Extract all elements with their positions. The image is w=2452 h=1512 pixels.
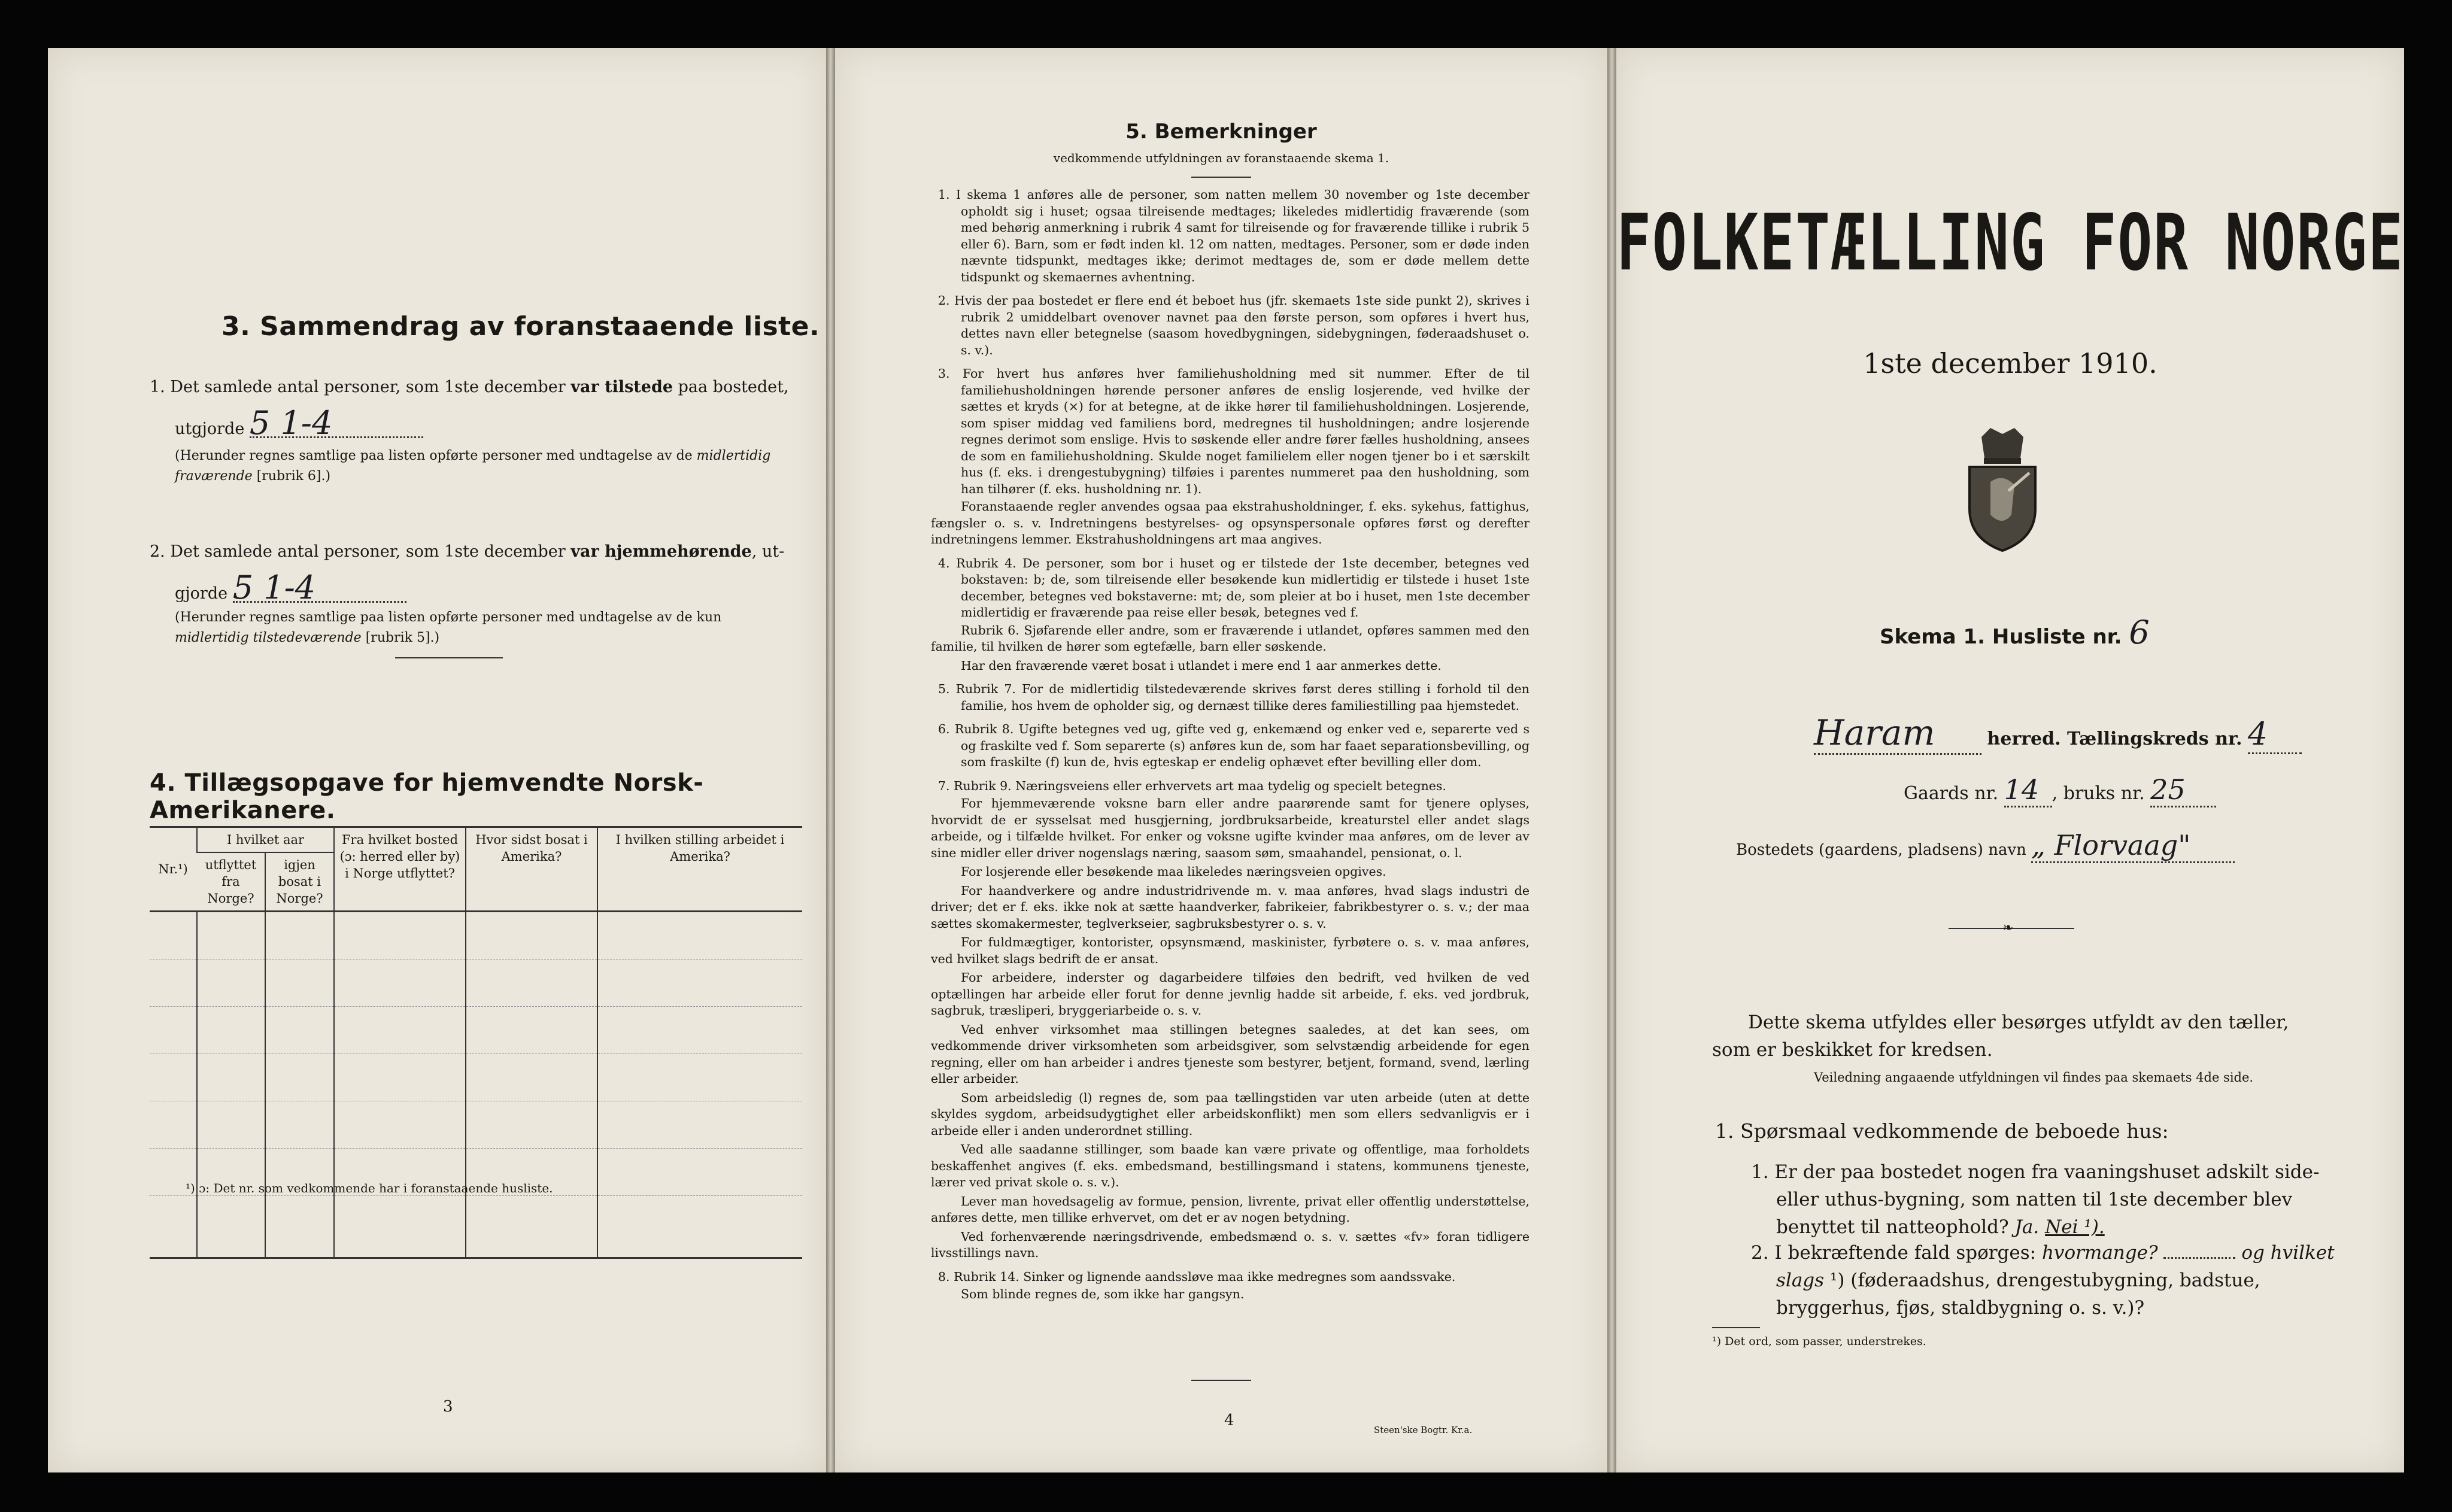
remark-7k: Ved forhenværende næringsdrivende, embedsmænd o. s. v. sættes «fv» foran tidligere livsstillings navn. xyxy=(931,1229,1530,1260)
remark-7d: For haandverkere og andre industridrivende m. v. maa anføres, hvad slags industri de driver; det er f. eks. ikke nok at sætte haandverker, fabrikeier, fabrikbestyrer o. s. v.; der maa sættes skomakermester, teglverkseier, sagbruksbestyrer o. s. v. xyxy=(931,883,1530,931)
page-number: 3 xyxy=(443,1398,453,1416)
section-divider xyxy=(395,657,503,658)
remark-8: 8. Rubrik 14. Sinker og lignende aandssløve maa ikke medregnes som aandssvake. xyxy=(938,1269,1456,1284)
document-title: FOLKETÆLLING FOR NORGE xyxy=(1616,198,2404,289)
bruks-number: 25 xyxy=(2150,773,2216,807)
answer-nei-underlined: Nei ¹). xyxy=(2045,1216,2105,1238)
item-1-handwritten-value: 5 1-4 xyxy=(250,410,423,438)
page-fold xyxy=(1607,48,1616,1472)
section-4-title: 4. Tillægsopgave for hjemvendte Norsk-Amerikanere. xyxy=(150,769,704,824)
page-number: 4 xyxy=(1224,1411,1234,1429)
remark-8b: Som blinde regnes de, som ikke har gangsyn. xyxy=(961,1287,1245,1301)
section-3-item-2-note: (Herunder regnes samtlige paa listen opførte personer med undtagelse av de kun midlertidig tilstedeværende [rubrik 5].) xyxy=(175,610,722,645)
question-1-title: 1. Spørsmaal vedkommende de beboede hus: xyxy=(1715,1119,2169,1143)
section-3-item-2-line2: gjorde 5 1-4 xyxy=(175,575,797,607)
herred-line: Haram herred. Tællingskreds nr. 4 xyxy=(1814,712,2389,755)
remark-1: 1. I skema 1 anføres alle de personer, som natten mellem 30 november og 1ste december opholdt sig i huset; ogsaa tilreisende medtages; likeledes midlertidig fraværende (som med behørig anmerkning i rubrik 4 samt for tilreisende og for fraværende tillike i rubrik 5 eller 6). Barn, som er født inden kl. 12 om natten, medtages. Personer, som er døde inden nævnte tidspunkt, medtages ikke; derimot medtages de, som er døde mellem dette tidspunkt og skemaernes avhentning. xyxy=(938,187,1530,284)
title-rule xyxy=(1191,177,1251,178)
remark-5: 5. Rubrik 7. For de midlertidig tilstedeværende skrives først deres stilling i forhold til den familie, hos hvem de opholder sig, og dernæst tillike deres familiestilling paa hjemstedet. xyxy=(938,682,1530,713)
table-row xyxy=(150,960,802,1007)
remarks-title: 5. Bemerkninger xyxy=(1125,120,1317,144)
section-4-footnote: ¹) ɔ: Det nr. som vedkommende har i foranstaaende husliste. xyxy=(186,1181,553,1195)
remark-3: 3. For hvert hus anføres hver familiehusholdning med sit nummer. Efter de til familiehusholdningen hørende personer anføres de enslig losjerende, ved hvilke der sættes et kryds (×) for at betegne, at de ikke hører til familiehusholdningen. Losjerende, som spiser middag ved familiens bord, medregnes til husholdningen; andre losjerende regnes derimot som enslige. Hvis to søskende eller andre fører fælles husholdning, ansees de som en familiehusholdning. Skulde noget familielem eller nogen tjener bo i et særskilt hus (f. eks. i drengestubygning) tilføies i parentes nummeret paa den husholdning, som han tilhører (f. eks. husholdning nr. 1). xyxy=(938,366,1530,496)
remarks-body xyxy=(931,187,1530,1305)
question-1-2: 2. I bekræftende fald spørges: hvormange? og hvilket slags ¹) (føderaadshus, drengestubygning, badstue, bryggerhus, fjøs, staldbygning o. s. v.)? xyxy=(1751,1242,2335,1319)
remark-3b: Foranstaaende regler anvendes ogsaa paa ekstrahusholdninger, f. eks. sykehus, fattighus, fængsler o. s. v. Indretningens bestyrelses- og opsynspersonale opføres først og derefter indretningens lemmer. Ekstrahusholdningens art maa angives. xyxy=(931,499,1530,546)
printer-mark: Steen'ske Bogtr. Kr.a. xyxy=(1374,1425,1473,1435)
remark-7j: Lever man hovedsagelig av formue, pension, livrente, privat eller offentlig understøttelse, anføres dette, men tillike erhvervet, om det er av nogen betydning. xyxy=(931,1194,1530,1225)
remark-7e: For fuldmægtiger, kontorister, opsynsmænd, maskinister, fyrbøtere o. s. v. maa anføres, ved hvilket slags bedrift de er ansat. xyxy=(931,935,1530,966)
intro-text: Dette skema utfyldes eller besørges utfyldt av den tæller, som er beskikket for kredsen. xyxy=(1712,1012,2289,1061)
remark-7h: Som arbeidsledig (l) regnes de, som paa tællingstiden var uten arbeide (uten at dette skyldes sygdom, arbeidsudygtighet eller arbeidskonflikt) men som ellers sedvanligvis er i arbeide eller i anden underordnet stilling. xyxy=(931,1090,1530,1138)
end-rule xyxy=(1191,1380,1251,1381)
title-wrap xyxy=(1616,198,2404,289)
remark-4b: Rubrik 6. Sjøfarende eller andre, som er fraværende i utlandet, opføres sammen med den familie, til hvilken de hører som egtefælle, barn eller søskende. xyxy=(931,623,1530,654)
bosted-value: „ Florvaag" xyxy=(2031,829,2235,863)
col-group-aar: I hvilket aar xyxy=(197,827,334,853)
remark-4: 4. Rubrik 4. De personer, som bor i huset og er tilstede der 1ste december, betegnes ved bokstaven: b; de, som tilreisende eller besøkende kun midlertidig er tilstede i huset 1ste december, betegnes ved bokstaverne: mt; de, som pleier at bo i huset, men 1ste december midlertidig er fraværende paa reise eller besøk, betegnes ved f. xyxy=(938,555,1530,620)
remarks-subtitle: vedkommende utfyldningen av foranstaaende skema 1. xyxy=(1053,151,1389,165)
right-footnote: ¹) Det ord, som passer, understrekes. xyxy=(1712,1335,1926,1348)
section-3-item-1-line2: utgjorde 5 1-4 xyxy=(175,410,797,442)
remark-2: 2. Hvis der paa bostedet er flere end ét beboet hus (jfr. skemaets 1ste side punkt 2), skrives i rubrik 2 umiddelbart ovenover navnet paa den første person, som opføres i hvert hus, dettes navn eller betegnelse (saasom hovedbygningen, sidebygningen, føderaadshuset o. s. v.). xyxy=(938,293,1530,357)
census-date: 1ste december 1910. xyxy=(1863,347,2157,379)
page-fold xyxy=(826,48,835,1472)
guide-text: Veiledning angaaende utfyldningen vil findes paa skemaets 4de side. xyxy=(1814,1070,2254,1085)
table-row xyxy=(150,1007,802,1054)
col-igjen: igjen bosat i Norge? xyxy=(265,852,334,912)
husliste-number: 6 xyxy=(2129,614,2150,651)
bosted-line: Bostedets (gaardens, pladsens) navn „ Florvaag" xyxy=(1736,829,2335,863)
table-row xyxy=(150,1101,802,1149)
table-row xyxy=(150,912,802,960)
page-3 xyxy=(48,48,826,1472)
col-utflyttet: utflyttet fra Norge? xyxy=(205,858,257,906)
col-nr: Nr.¹) xyxy=(158,862,188,876)
remark-7c: For losjerende eller besøkende maa likeledes næringsveien opgives. xyxy=(961,864,1386,879)
page-4 xyxy=(835,48,1607,1472)
section-3-item-1: 1. Det samlede antal personer, som 1ste december var tilstede paa bostedet, xyxy=(150,378,789,396)
col-hvor: Hvor sidst bosat i Amerika? xyxy=(466,827,597,912)
page-1-cover xyxy=(1616,48,2404,1472)
gaards-line: Gaards nr. 14 , bruks nr. 25 xyxy=(1904,773,2216,807)
norway-coat-of-arms-icon xyxy=(1958,425,2047,557)
remark-4c: Har den fraværende været bosat i utlandet i mere end 1 aar anmerkes dette. xyxy=(961,658,1442,673)
col-stilling: I hvilken stilling arbeidet i Amerika? xyxy=(597,827,802,912)
remark-7i: Ved alle saadanne stillinger, som baade kan være private og offentlige, maa forholdets beskaffenhet angives (f. eks. embedsmand, bestillingsmand i statens, kommunens tjeneste, lærer ved privat skole o. s. v.). xyxy=(931,1142,1530,1189)
remark-7b: For hjemmeværende voksne barn eller andre paarørende samt for tjenere oplyses, hvorvidt de er sysselsat med husgjerning, jordbruksarbeide, kreaturstel eller andet slags arbeide, og i tilfælde hvilket. For enker og voksne ugifte kvinder maa anføres, om de lever av sine midler eller driver nogenslags næring, saasom søm, smaahandel, pensionat, o. l. xyxy=(931,796,1530,860)
footnote-rule xyxy=(1712,1327,1760,1328)
section-3-item-2: 2. Det samlede antal personer, som 1ste december var hjemmehørende, ut- xyxy=(150,542,785,561)
item-2-handwritten-value: 5 1-4 xyxy=(233,575,406,603)
col-fra: Fra hvilket bosted (ɔ: herred eller by) i Norge utflyttet? xyxy=(334,827,466,912)
gaards-number: 14 xyxy=(2004,773,2052,807)
question-1-1: 1. Er der paa bostedet nogen fra vaaningshuset adskilt side- eller uthus-bygning, som natten til 1ste december blev benyttet til natteophold? Ja. Nei ¹). xyxy=(1751,1161,2320,1238)
remark-7f: For arbeidere, inderster og dagarbeidere tilføies den bedrift, ved hvilken de ved optællingen har arbeide eller forut for denne jevnlig hadde sit arbeide, f. eks. ved jordbruk, sagbruk, træsliperi, bryggeriarbeide o. s. v. xyxy=(931,970,1530,1018)
remark-7: 7. Rubrik 9. Næringsveiens eller erhvervets art maa tydelig og specielt betegnes. xyxy=(938,778,1446,793)
kreds-number: 4 xyxy=(2248,716,2302,754)
section-3-title: 3. Sammendrag av foranstaaende liste. xyxy=(221,311,820,342)
ornament-icon: ❧ xyxy=(2002,921,2014,936)
table-row xyxy=(150,1196,802,1258)
herred-value: Haram xyxy=(1814,712,1981,755)
schema-label: Skema 1. Husliste nr. 6 xyxy=(1880,614,2150,651)
remark-7g: Ved enhver virksomhet maa stillingen betegnes saaledes, at det kan sees, om vedkommende driver virksomheten som arbeidsgiver, som selvstændig arbeidende for egen regning, eller om han arbeider i andres tjeneste som bestyrer, betjent, formand, svend, lærling eller arbeider. xyxy=(931,1022,1530,1086)
section-3-item-1-note: (Herunder regnes samtlige paa listen opførte personer med undtagelse av de midlertidig fraværende [rubrik 6].) xyxy=(175,448,771,484)
remark-6: 6. Rubrik 8. Ugifte betegnes ved ug, gifte ved g, enkemænd og enker ved e, separerte ved s og fraskilte ved f. Som separerte (s) anføres kun de, som har faaet separationsbevilling, og som fraskilte (f) kun de, hvis egteskap er endelig ophævet efter bevilling eller dom. xyxy=(938,722,1530,769)
table-row xyxy=(150,1054,802,1101)
